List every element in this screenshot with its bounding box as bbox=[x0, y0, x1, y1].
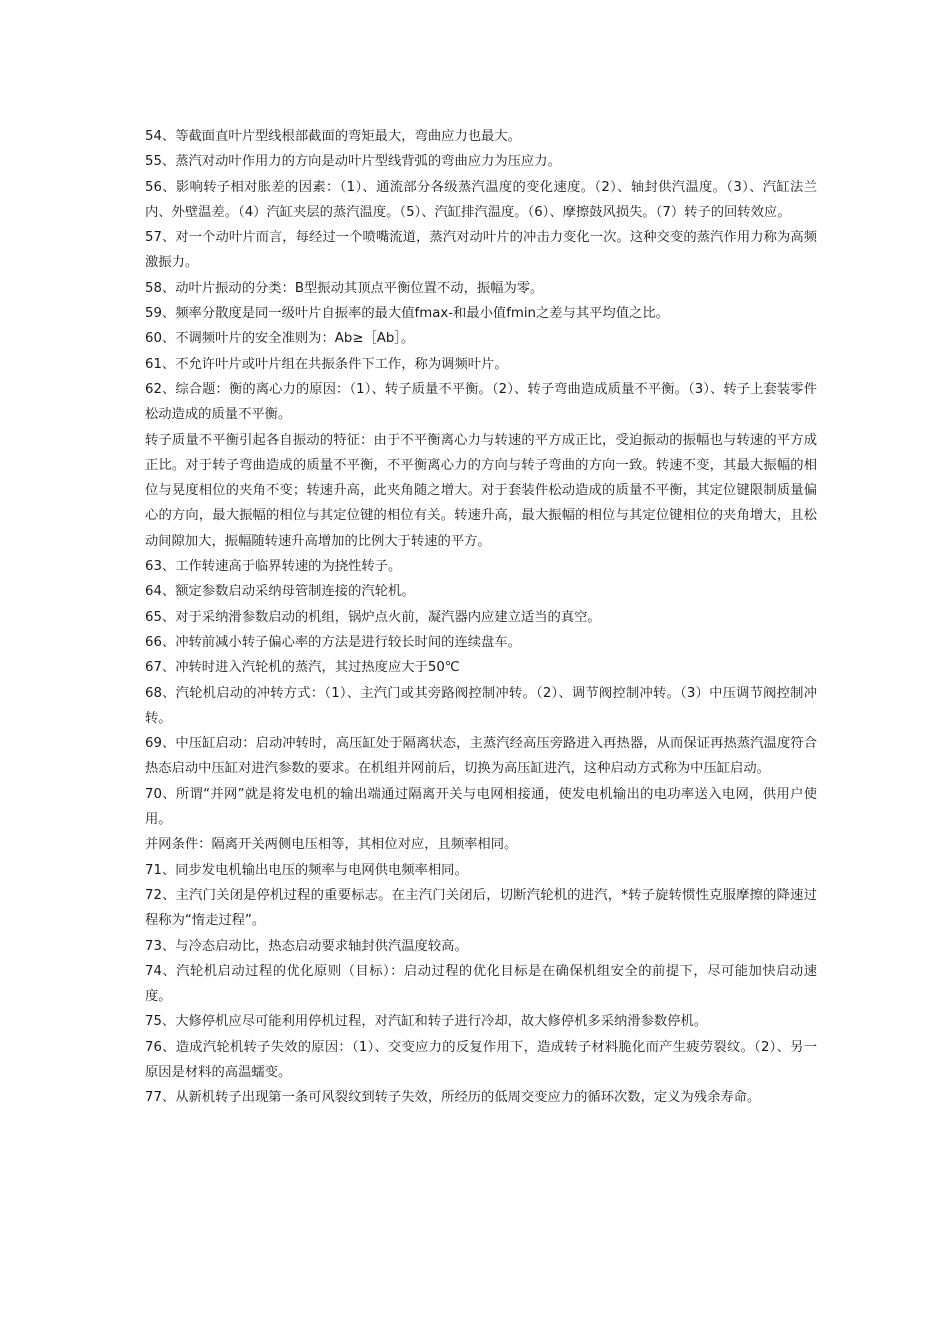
paragraph-62-detail: 转子质量不平衡引起各自振动的特征：由于不平衡离心力与转速的平方成正比，受迫振动的振幅也与转速的平方成正比。对于转子弯曲造成的质量不平衡，不平衡离心力的方向与转子弯曲的方向一致。转速不变，其最大振幅的相位与晃度相位的夹角不变；转速升高，此夹角随之增大。对于套装件松动造成的质量不平衡，其定位键限制质量偏心的方向，最大振幅的相位与其定位键的相位有关。转速升高，最大振幅的相位与其定位键相位的夹角增大，且松动间隙加大，振幅随转速升高增加的比例大于转速的平方。 bbox=[145, 432, 817, 549]
paragraph-72: 72、主汽门关闭是停机过程的重要标志。在主汽门关闭后，切断汽轮机的进汽，*转子旋转惯性克服摩擦的降速过程称为“惰走过程”。 bbox=[145, 887, 817, 929]
paragraph-75: 75、大修停机应尽可能利用停机过程，对汽缸和转子进行冷却，故大修停机多采纳滑参数停机。 bbox=[145, 1014, 708, 1030]
paragraph-71: 71、同步发电机输出电压的频率与电网供电频率相同。 bbox=[145, 862, 468, 878]
paragraph-66: 66、冲转前减小转子偏心率的方法是进行较长时间的连续盘车。 bbox=[145, 634, 521, 650]
paragraph-57: 57、对一个动叶片而言，每经过一个喷嘴流道，蒸汽对动叶片的冲击力变化一次。这种交变的蒸汽作用力称为高频激振力。 bbox=[145, 230, 817, 271]
paragraph-74: 74、汽轮机启动过程的优化原则（目标）：启动过程的优化目标是在确保机组安全的前提下，尽可能加快启动速度。 bbox=[145, 963, 817, 1005]
document-body bbox=[145, 124, 817, 1111]
paragraph-56: 56、影响转子相对胀差的因素：（1）、通流部分各级蒸汽温度的变化速度。（2）、轴封供汽温度。（3）、汽缸法兰内、外壁温差。（4）汽缸夹层的蒸汽温度。（5）、汽缸排汽温度。（6）、摩擦鼓风损失。（7）转子的回转效应。 bbox=[145, 179, 817, 220]
paragraph-59: 59、频率分散度是同一级叶片自振率的最大值fmax-和最小值fmin之差与其平均值之比。 bbox=[145, 306, 669, 322]
paragraph-63: 63、工作转速高于临界转速的为挠性转子。 bbox=[145, 559, 402, 575]
paragraph-77: 77、从新机转子出现第一条可风裂纹到转子失效，所经历的低周交变应力的循环次数，定义为残余寿命。 bbox=[145, 1090, 761, 1106]
paragraph-54: 54、等截面直叶片型线根部截面的弯矩最大，弯曲应力也最大。 bbox=[145, 129, 521, 144]
paragraph-68: 68、汽轮机启动的冲转方式：（1）、主汽门或其旁路阀控制冲转。（2）、调节阀控制冲转。（3）中压调节阀控制冲转。 bbox=[145, 685, 817, 726]
paragraph-55: 55、蒸汽对动叶作用力的方向是动叶片型线背弧的弯曲应力为压应力。 bbox=[145, 154, 561, 170]
paragraph-70-conditions: 并网条件：隔离开关两侧电压相等，其相位对应，且频率相同。 bbox=[145, 837, 518, 853]
paragraph-73: 73、与冷态启动比，热态启动要求轴封供汽温度较高。 bbox=[145, 938, 468, 954]
paragraph-65: 65、对于采纳滑参数启动的机组，锅炉点火前，凝汽器内应建立适当的真空。 bbox=[145, 609, 601, 625]
paragraph-67: 67、冲转时进入汽轮机的蒸汽，其过热度应大于50℃ bbox=[145, 660, 460, 676]
paragraph-60: 60、不调频叶片的安全准则为：Ab≥［Ab］。 bbox=[145, 331, 415, 347]
paragraph-70: 70、所谓“并网”就是将发电机的输出端通过隔离开关与电网相接通，使发电机输出的电功率送入电网，供用户使用。 bbox=[145, 786, 817, 828]
paragraph-58: 58、动叶片振动的分类：B型振动其顶点平衡位置不动，振幅为零。 bbox=[145, 280, 544, 296]
paragraph-64: 64、额定参数启动采纳母管制连接的汽轮机。 bbox=[145, 584, 415, 600]
paragraph-61: 61、不允许叶片或叶片组在共振条件下工作，称为调频叶片。 bbox=[145, 356, 508, 372]
paragraph-76: 76、造成汽轮机转子失效的原因：（1）、交变应力的反复作用下，造成转子材料脆化而产生疲劳裂纹。（2）、另一原因是材料的高温蠕变。 bbox=[145, 1039, 817, 1080]
paragraph-62: 62、综合题：衡的离心力的原因：（1）、转子质量不平衡。（2）、转子弯曲造成质量不平衡。（3）、转子上套装零件松动造成的质量不平衡。 bbox=[145, 381, 817, 423]
paragraph-69: 69、中压缸启动：启动冲转时，高压缸处于隔离状态，主蒸汽经高压旁路进入再热器，从而保证再热蒸汽温度符合热态启动中压缸对进汽参数的要求。在机组并网前后，切换为高压缸进汽，这种启动方式称为中压缸启动。 bbox=[145, 736, 817, 777]
